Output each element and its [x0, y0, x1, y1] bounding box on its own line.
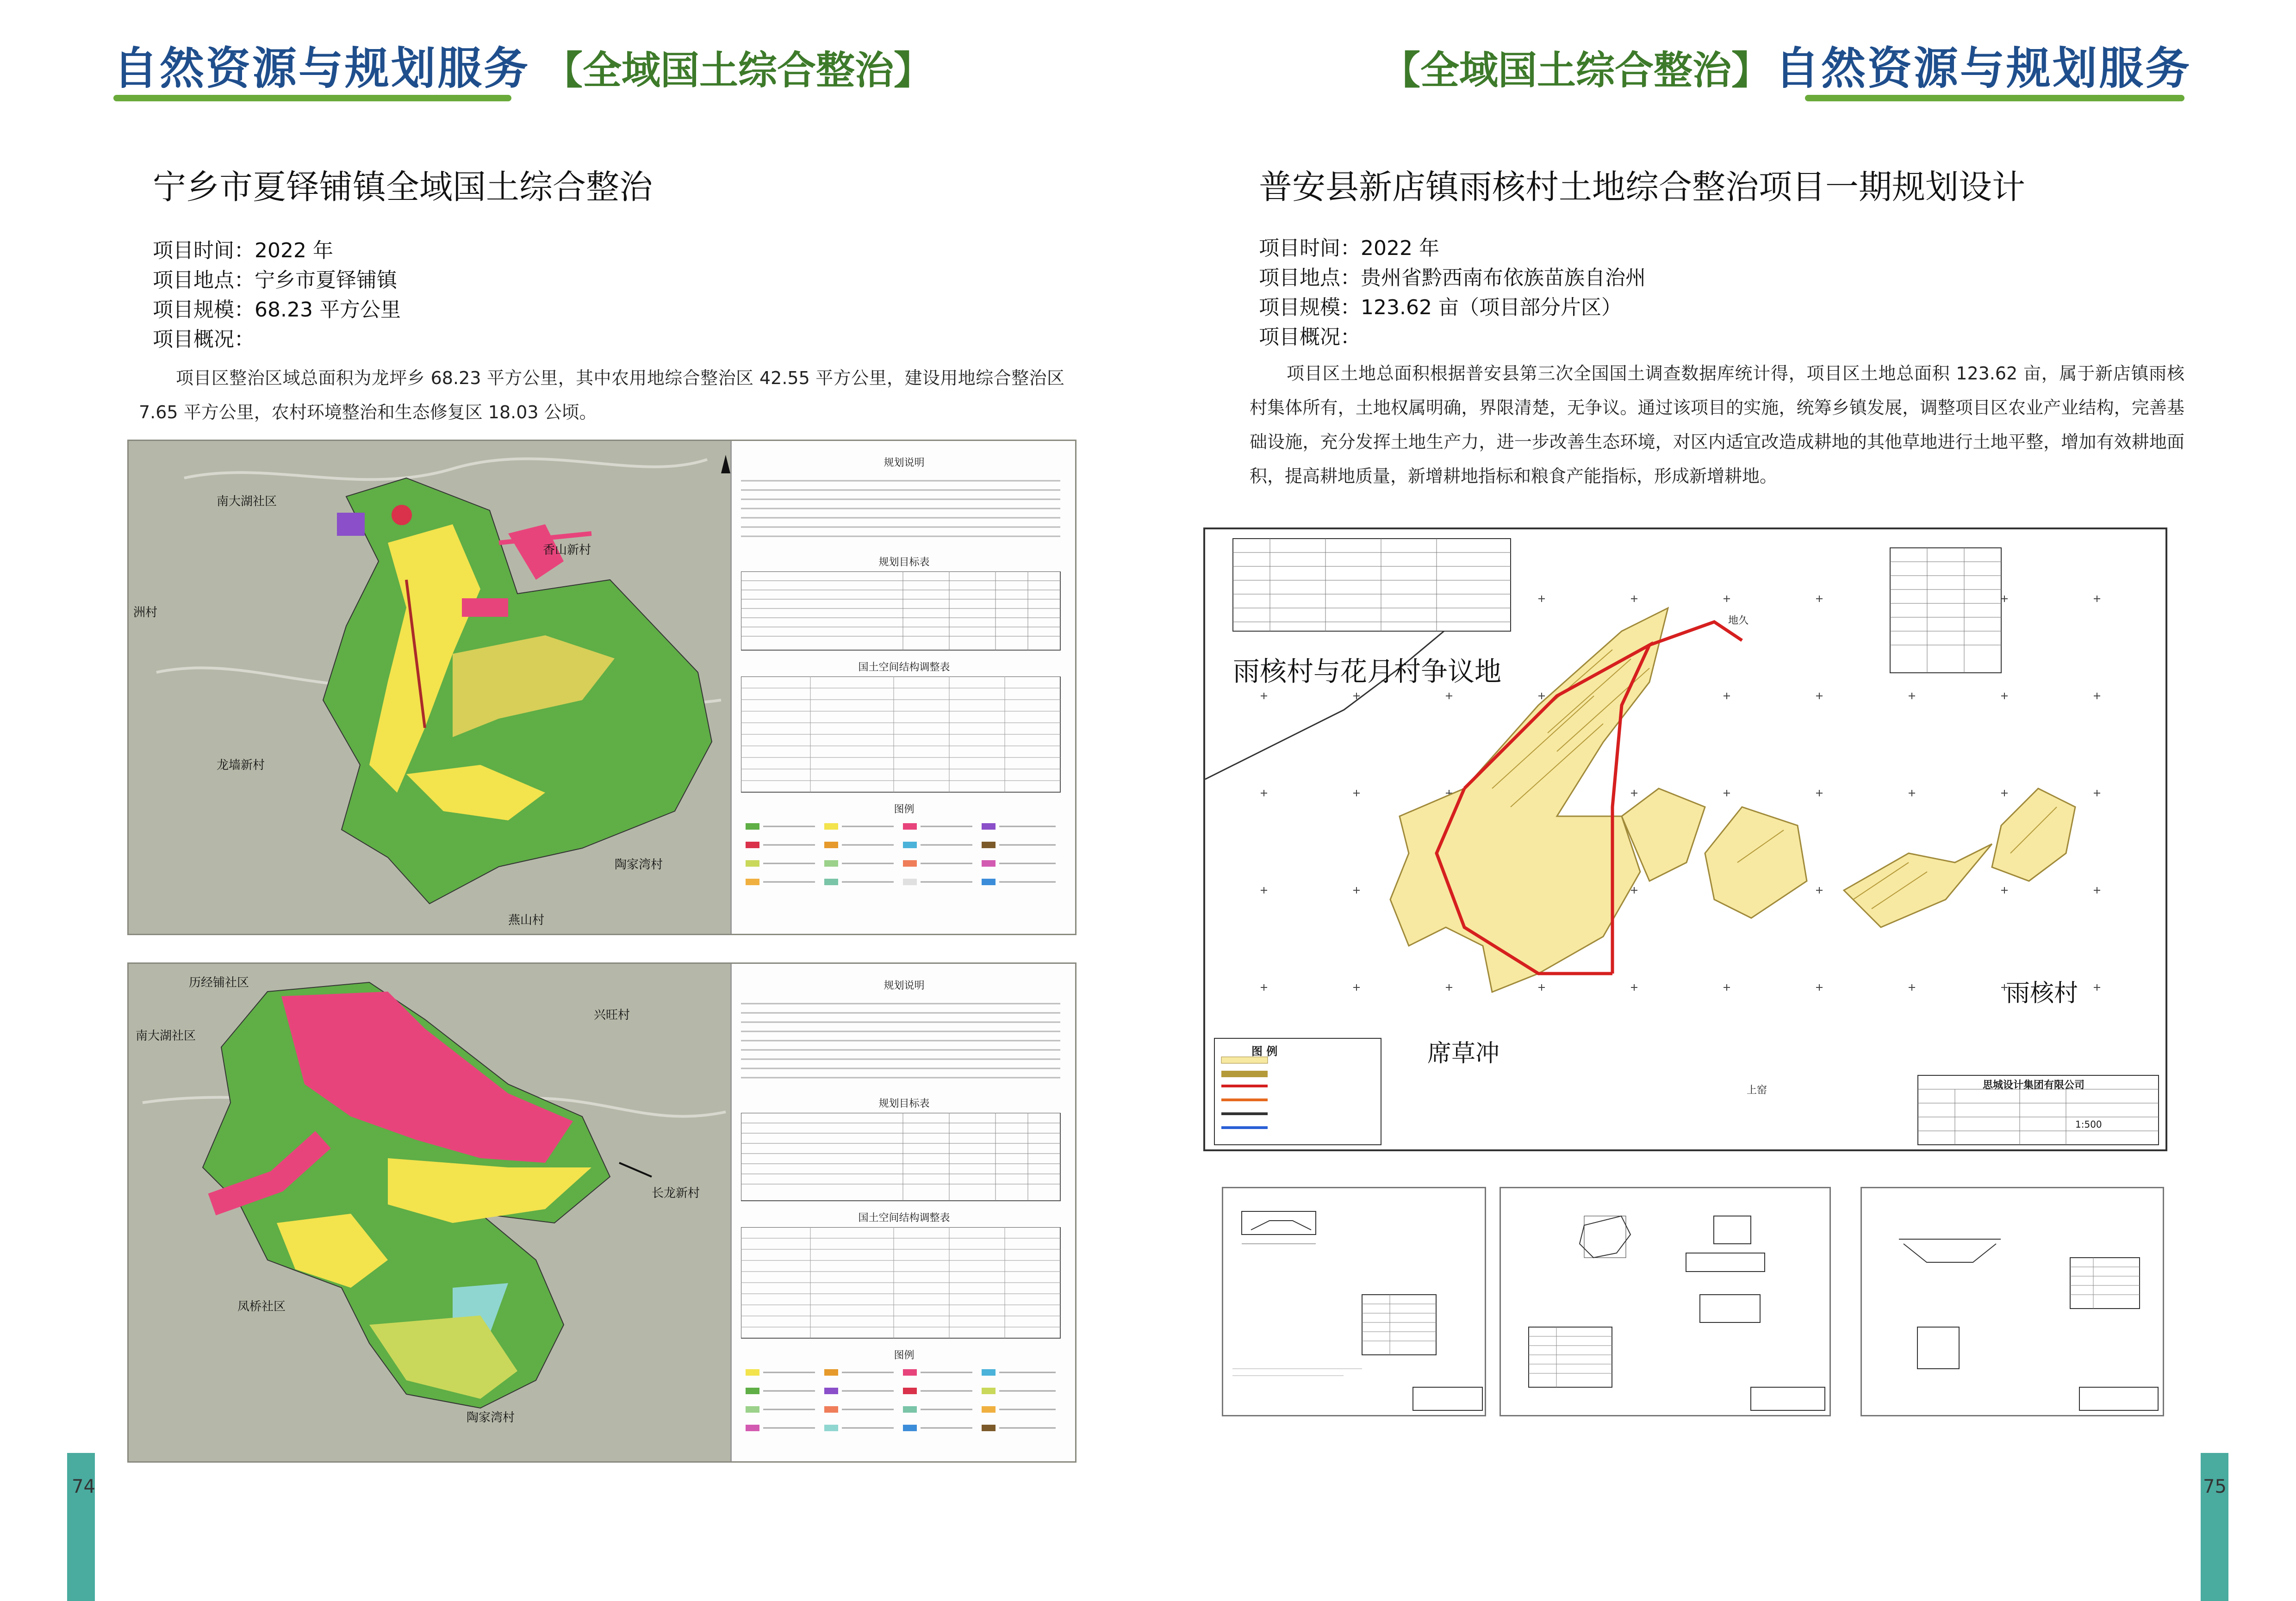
left-header-subtitle: 【全域国土综合整治】: [544, 48, 933, 93]
place-label: 历经铺社区: [189, 976, 249, 990]
legend-heading: 图例: [894, 1350, 915, 1361]
meta-row: 项目地点：贵州省黔西南布依族苗族自治州: [1259, 266, 1646, 290]
meta-row: 项目地点：宁乡市夏铎铺镇: [153, 268, 397, 292]
right-project-meta: [1259, 234, 1646, 352]
legend-heading: 规划说明: [884, 457, 925, 469]
place-label: 长龙新村: [652, 1186, 700, 1200]
plan-legend-title: 图 例: [1251, 1045, 1278, 1058]
legend-heading: 国土空间结构调整表: [858, 662, 950, 673]
place-label: 龙墙新村: [217, 758, 265, 772]
legend-heading: 规划说明: [884, 980, 925, 992]
plan-svg: [1205, 529, 2165, 1149]
map-2-drawing: [129, 964, 730, 1461]
legend-table: [741, 571, 1065, 655]
plan-small-label: 上窑: [1747, 1085, 1767, 1096]
left-project-meta: [153, 236, 401, 354]
plan-label-yuhe-village: 雨核村: [2006, 980, 2078, 1007]
legend-swatches: [741, 819, 1065, 916]
right-page-number: 75: [2203, 1476, 2227, 1497]
legend-heading: 国土空间结构调整表: [858, 1212, 950, 1224]
legend-heading: 图例: [894, 804, 915, 815]
left-header-underline: [113, 95, 511, 101]
meta-row: 项目概况：: [1259, 325, 1361, 349]
place-label: 南大湖社区: [136, 1029, 196, 1043]
legend-heading: 规划目标表: [878, 557, 930, 568]
left-map-1: [127, 440, 1076, 935]
place-label: 南大湖社区: [217, 495, 277, 509]
legend-swatches: [741, 1365, 1065, 1457]
place-label: 陶家湾村: [467, 1411, 515, 1425]
meta-row: 项目概况：: [153, 328, 255, 351]
right-header-underline: [1805, 95, 2184, 101]
place-label: 香山新村: [543, 543, 591, 557]
right-project-title: 普安县新店镇雨核村土地综合整治项目一期规划设计: [1259, 168, 2026, 206]
left-page-number: 74: [72, 1476, 95, 1497]
place-label: 燕山村: [508, 913, 545, 927]
place-label: 陶家湾村: [615, 858, 663, 872]
map-1-legend-panel: [730, 441, 1076, 934]
plan-company-name: 思城设计集团有限公司: [1983, 1080, 2085, 1091]
legend-heading: 规划目标表: [878, 1098, 930, 1110]
legend-table: [741, 676, 1065, 797]
left-page-tab: [67, 1453, 95, 1601]
technical-sheet-2: [1500, 1187, 1831, 1416]
plan-scale: 1:500: [2075, 1119, 2102, 1130]
right-page-tab: [2201, 1453, 2228, 1601]
legend-text-block: [741, 997, 1065, 1089]
place-label: 兴旺村: [594, 1008, 630, 1022]
left-header-title: 自然资源与规划服务: [113, 43, 530, 94]
legend-table: [741, 1227, 1065, 1343]
meta-row: 项目时间：2022 年: [153, 239, 333, 262]
map-2-legend-panel: [730, 964, 1076, 1461]
right-header-subtitle: 【全域国土综合整治】: [1381, 48, 1771, 93]
meta-row: 项目规模：68.23 平方公里: [153, 298, 401, 322]
right-project-description: 项目区土地总面积根据普安县第三次全国国土调查数据库统计得，项目区土地总面积 123.62 亩，属于新店镇雨核村集体所有，土地权属明确，界限清楚，无争议。通过该项目的实施，统筹乡镇发展，调整项目区农业产业结构，完善基础设施，充分发挥土地生产力，进一步改善生态环境，对区内适宜改造成耕地的其他草地进行土地平整，增加有效耕地面积，提高耕地质量，新增耕地指标和粮食产能指标，形成新增耕地。: [1250, 363, 2184, 486]
technical-sheet-3: [1860, 1187, 2164, 1416]
meta-row: 项目时间：2022 年: [1259, 236, 1439, 260]
plan-small-label: 地久: [1728, 615, 1749, 627]
meta-row: 项目规模：123.62 亩（项目部分片区）: [1259, 296, 1622, 319]
right-plan-drawing: [1203, 527, 2167, 1151]
place-label: 凤桥社区: [237, 1300, 286, 1314]
right-header-title: 自然资源与规划服务: [1775, 43, 2191, 94]
legend-table: [741, 1113, 1065, 1205]
legend-text-block: [741, 474, 1065, 548]
left-project-description: 项目区整治区域总面积为龙坪乡 68.23 平方公里，其中农用地综合整治区 42.55 平方公里，建设用地综合整治区 7.65 平方公里，农村环境整治和生态修复区 18.03 公顷。: [139, 368, 1064, 422]
place-label: 洲村: [133, 606, 158, 620]
left-map-2: [127, 962, 1076, 1463]
plan-label-disputed-land: 雨核村与花月村争议地: [1233, 656, 1502, 687]
technical-sheet-1: [1222, 1187, 1486, 1416]
plan-label-xicaochong: 席草冲: [1427, 1040, 1500, 1067]
left-project-title: 宁乡市夏铎铺镇全域国土综合整治: [153, 168, 653, 206]
